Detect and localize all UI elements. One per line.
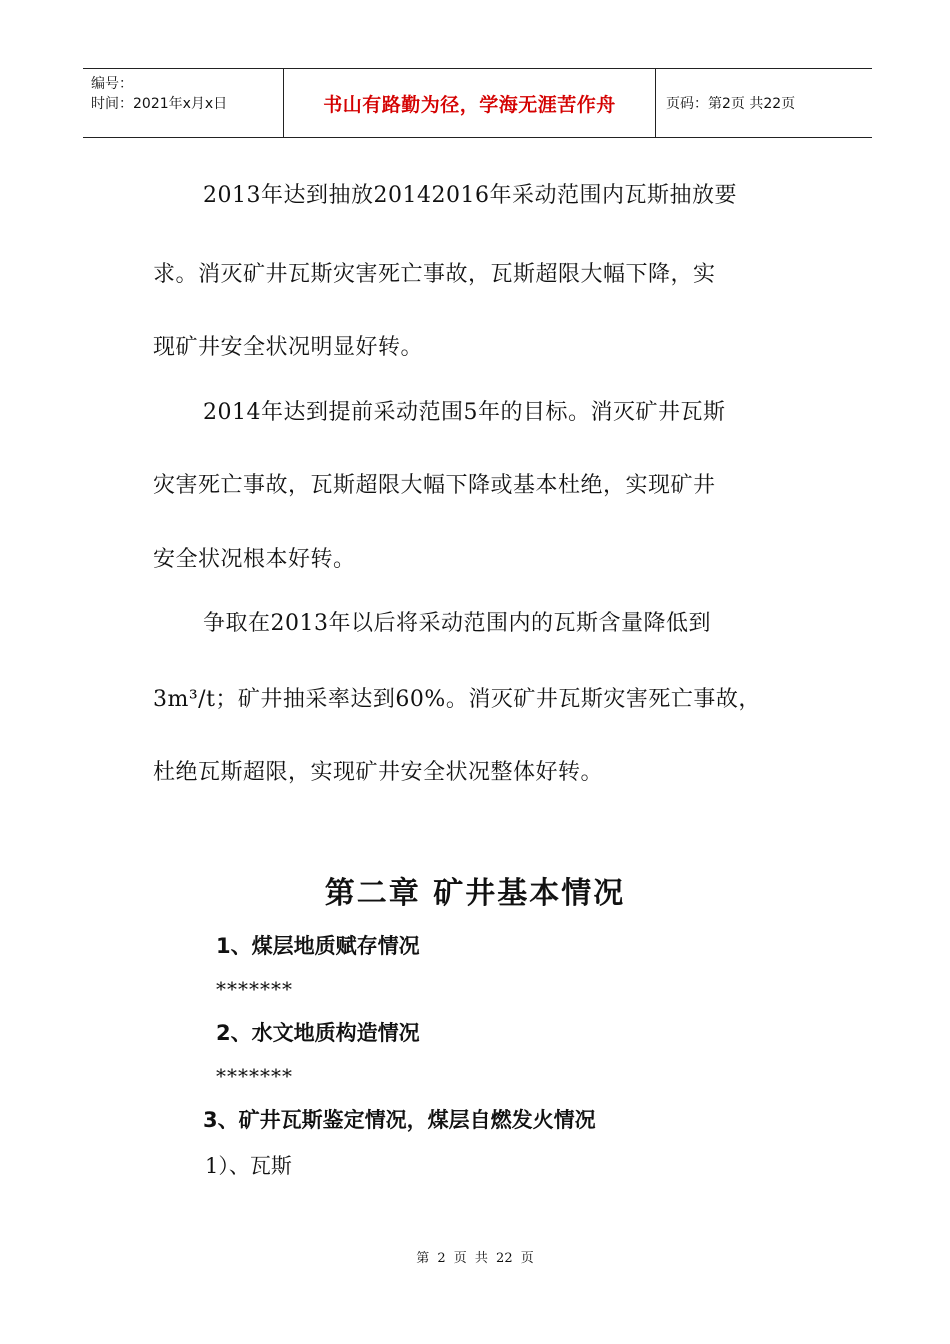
section-placeholder: *******: [216, 1064, 293, 1088]
header-meta-cell: [83, 69, 283, 137]
section-heading: 3、矿井瓦斯鉴定情况，煤层自燃发火情况: [203, 1108, 596, 1132]
serial-number-label: 编号：: [91, 76, 133, 92]
paragraph-line: 2013年达到抽放20142016年采动范围内瓦斯抽放要: [203, 183, 737, 208]
header-page-info: 页码：第2页 共22页: [666, 96, 796, 112]
header-motto: 书山有路勤为径，学海无涯苦作舟: [283, 69, 656, 137]
paragraph-line: 2014年达到提前采动范围5年的目标。消灭矿井瓦斯: [203, 400, 726, 425]
paragraph-line: 灾害死亡事故，瓦斯超限大幅下降或基本杜绝，实现矿井: [153, 473, 716, 498]
paragraph-line: 3m³/t；矿井抽采率达到60%。消灭矿井瓦斯灾害死亡事故，: [153, 687, 761, 712]
paragraph-line: 争取在2013年以后将采动范围内的瓦斯含量降低到: [203, 611, 711, 636]
chapter-title: 第二章 矿井基本情况: [324, 876, 626, 911]
page-footer: 第 2 页 共 22 页: [416, 1251, 534, 1266]
section-heading: 2、水文地质构造情况: [216, 1021, 420, 1045]
paragraph-line: 杜绝瓦斯超限，实现矿井安全状况整体好转。: [153, 760, 604, 785]
section-placeholder: *******: [216, 977, 293, 1001]
subsection-heading: 1）、瓦斯: [205, 1154, 292, 1178]
section-heading: 1、煤层地质赋存情况: [216, 934, 420, 958]
time-label: 时间：2021年x月x日: [91, 96, 228, 112]
paragraph-line: 求。消灭矿井瓦斯灾害死亡事故，瓦斯超限大幅下降，实: [153, 262, 716, 287]
paragraph-line: 安全状况根本好转。: [153, 547, 356, 572]
paragraph-line: 现矿井安全状况明显好转。: [153, 335, 424, 360]
document-header: [83, 68, 872, 138]
